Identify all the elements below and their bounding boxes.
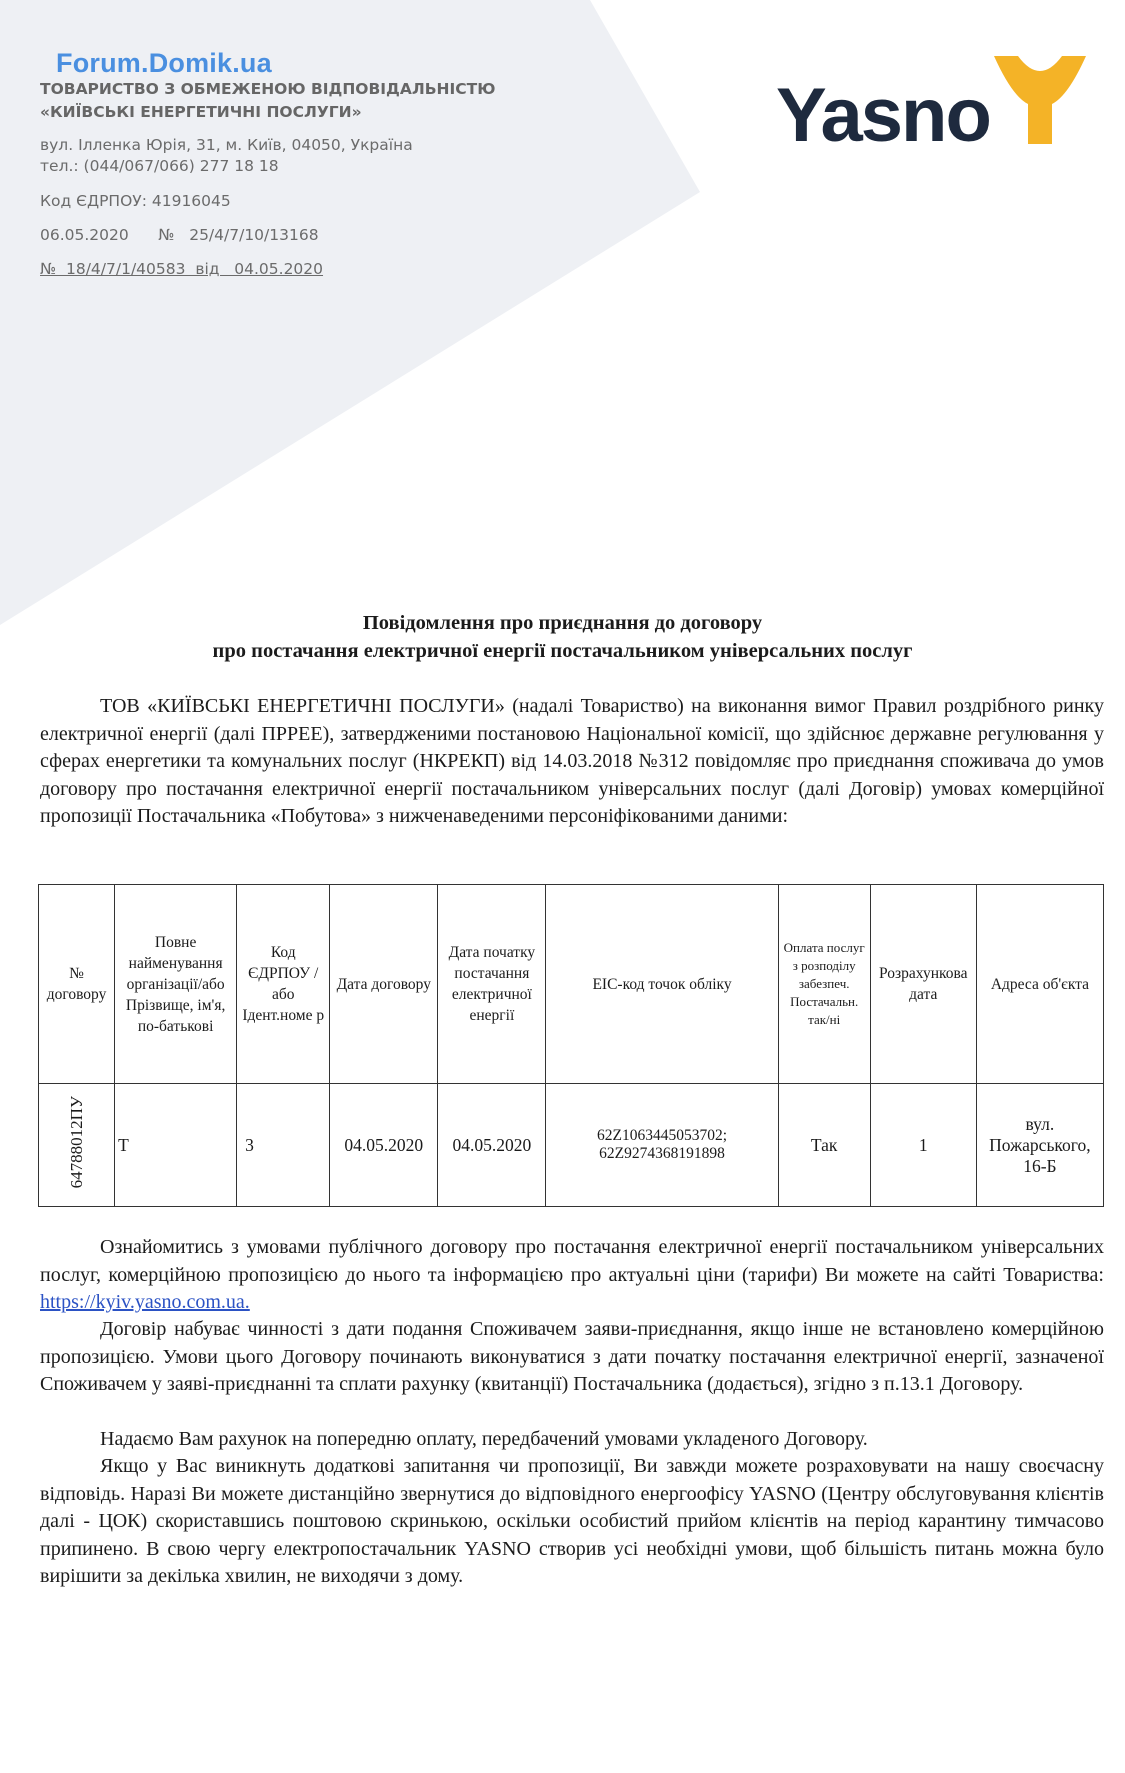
logo-mark-icon bbox=[990, 48, 1090, 148]
company-name bbox=[40, 78, 495, 124]
validity-paragraph: Договір набуває чинності з дати подання Споживачем заяви-приєднання, якщо інше не встановлено комерційною пропозицією. Умови цього Договору починають виконуватися з дати початку постачання електричної енергії, зазначеної Споживачем у заяві-приєднанні та сплати рахунку (квитанції) Постачальника (додається), згідно з п.13.1 Договору. bbox=[40, 1318, 1104, 1395]
header-contract-date: Дата договору bbox=[330, 885, 438, 1084]
company-name-line1: ТОВАРИСТВО З ОБМЕЖЕНОЮ ВІДПОВІДАЛЬНІСТЮ bbox=[40, 80, 496, 98]
letter-date-number: 06.05.2020 № 25/4/7/10/13168 bbox=[40, 226, 319, 244]
header-supply-start-date: Дата початку постачання електричної енергії bbox=[438, 885, 546, 1084]
logo-text: Yasno bbox=[776, 73, 990, 158]
document-title-line1: Повідомлення про приєднання до договору bbox=[362, 612, 763, 634]
header-eic-code: ЕІС-код точок обліку bbox=[546, 885, 778, 1084]
company-address: вул. Ілленка Юрія, 31, м. Київ, 04050, Україна bbox=[40, 136, 413, 154]
intro-paragraph: ТОВ «КИЇВСЬКІ ЕНЕРГЕТИЧНІ ПОСЛУГИ» (надалі Товариство) на виконання вимог Правил роздрібного ринку електричної енергії (далі ПРРЕЕ), затвердженими постановою Національної комісії, що здійснює державне регулювання у сферах енергетики та комунальних послуг (НКРЕКП) від 14.03.2018 №312 повідомляє про приєднання споживача до умов договору про постачання електричної енергії постачальником універсальних послуг (далі Договір) умовах комерційної пропозиції Постачальника «Побутова» з нижченаведеними персоніфікованими даними: bbox=[40, 695, 1104, 827]
cell-address: вул. Пожарського, 16-Б bbox=[976, 1084, 1103, 1207]
contract-number-vertical: 64788012ПУ bbox=[66, 1096, 86, 1189]
reference-number: № 18/4/7/1/40583 від 04.05.2020 bbox=[40, 260, 324, 278]
company-edrpou: Код ЄДРПОУ: 41916045 bbox=[40, 192, 231, 210]
company-phone: тел.: (044/067/066) 277 18 18 bbox=[40, 157, 279, 175]
header-contract-number: № договору bbox=[39, 885, 115, 1084]
watermark: Forum.Domik.ua bbox=[56, 48, 272, 78]
website-link[interactable]: https://kyiv.yasno.com.ua. bbox=[40, 1291, 250, 1313]
cell-code: 3 bbox=[237, 1084, 330, 1207]
document-title-line2: про постачання електричної енергії постачальником універсальних послуг bbox=[212, 640, 913, 662]
header-full-name: Повне найменування організації/або Прізвище, ім'я, по-батькові bbox=[115, 885, 237, 1084]
cell-calc-date: 1 bbox=[870, 1084, 976, 1207]
yasno-logo bbox=[776, 48, 1096, 158]
cell-contract-number bbox=[39, 1084, 115, 1207]
contact-paragraph: Якщо у Вас виникнуть додаткові запитання чи пропозиції, Ви завжди можете розраховувати на нашу своєчасну відповідь. Наразі Ви можете дистанційно звернутися до відповідного енергоофісу YASNO (Центру обслуговування клієнтів далі - ЦОК) скориставшись поштовою скринькою, оскільки особистий прийом клієнтів на період карантину тимчасово припинено. В свою чергу електропостачальник YASNO створив усі необхідні умови, щоб більшість питань можна було вирішити за декілька хвилин, не виходячи з дому. bbox=[40, 1455, 1104, 1587]
terms-paragraph bbox=[40, 1234, 1104, 1317]
header-object-address: Адреса об'єкта bbox=[976, 885, 1103, 1084]
cell-name: Т bbox=[115, 1084, 237, 1207]
contract-table bbox=[38, 884, 1104, 1207]
invoice-paragraph: Надаємо Вам рахунок на попередню оплату, передбачений умовами укладеного Договору. bbox=[100, 1428, 868, 1450]
cell-eic-codes: 62Z1063445053702; 62Z9274368191898 bbox=[546, 1084, 778, 1207]
header-settlement-date: Розрахункова дата bbox=[870, 885, 976, 1084]
cell-contract-date: 04.05.2020 bbox=[330, 1084, 438, 1207]
cell-payment: Так bbox=[778, 1084, 870, 1207]
table-header-row bbox=[39, 885, 1104, 1084]
header-distribution-payment: Оплата послуг з розподілу забезпеч. Постачальн. так/ні bbox=[778, 885, 870, 1084]
company-name-line2: «КИЇВСЬКІ ЕНЕРГЕТИЧНІ ПОСЛУГИ» bbox=[40, 103, 362, 121]
terms-text: Ознайомитись з умовами публічного договору про постачання електричної енергії постачальником універсальних послуг, комерційною пропозицією до нього та інформацією про актуальні ціни (тарифи) Ви можете на сайті Товариства: bbox=[40, 1236, 1104, 1286]
cell-start-date: 04.05.2020 bbox=[438, 1084, 546, 1207]
header-edrpou-code: Код ЄДРПОУ /або Ідент.номе р bbox=[237, 885, 330, 1084]
table-row bbox=[39, 1084, 1104, 1207]
